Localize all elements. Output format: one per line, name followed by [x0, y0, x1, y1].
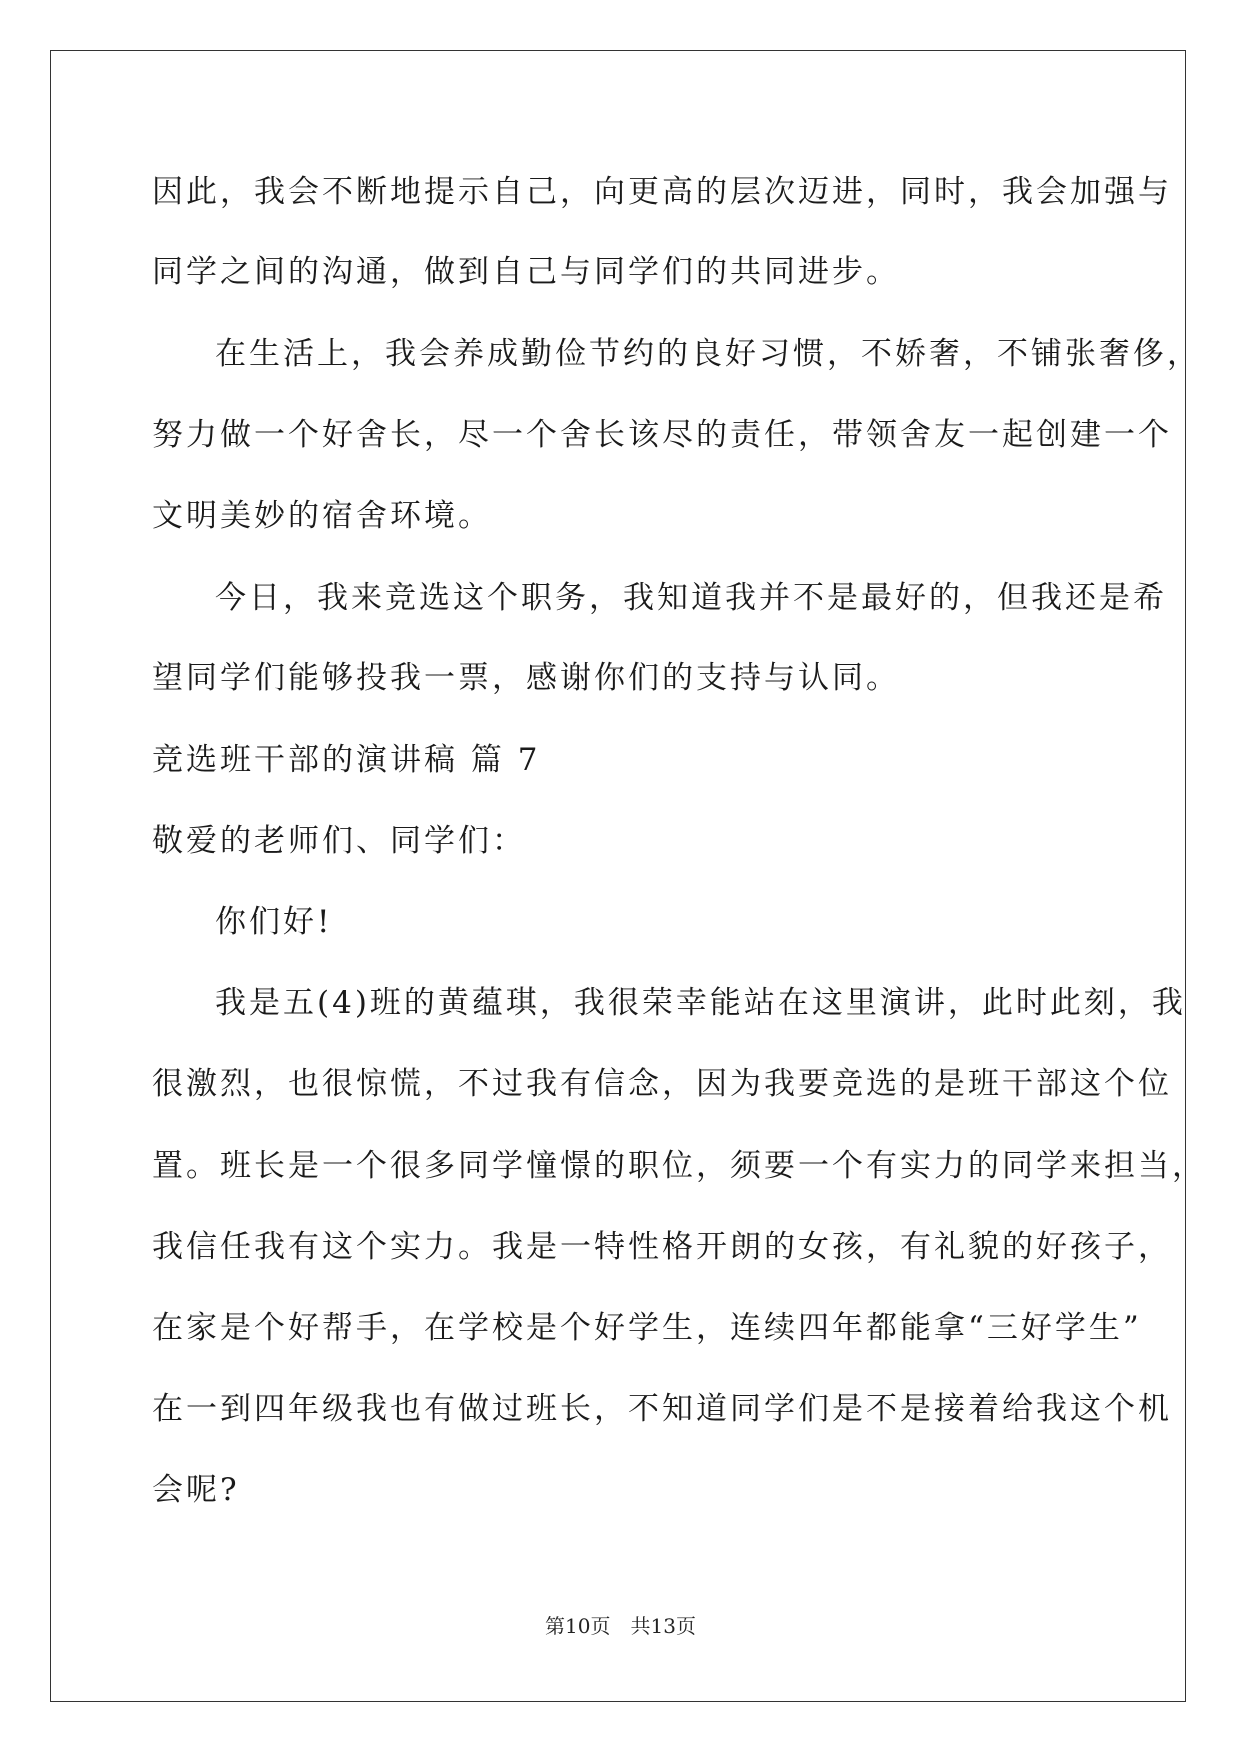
salutation: 敬爱的老师们、同学们： — [152, 823, 526, 859]
paragraph-line: 今日，我来竞选这个职务，我知道我并不是最好的，但我还是希 — [215, 580, 1167, 616]
paragraph-line: 我是五(4)班的黄蕴琪，我很荣幸能站在这里演讲，此时此刻，我 — [215, 985, 1186, 1021]
paragraph-line: 因此，我会不断地提示自己，向更高的层次迈进，同时，我会加强与 — [152, 174, 1172, 210]
paragraph-line: 在一到四年级我也有做过班长，不知道同学们是不是接着给我这个机 — [152, 1391, 1172, 1427]
page-border — [50, 50, 1186, 1702]
page-number-footer: 第10页 共13页 — [545, 1614, 696, 1638]
paragraph-line: 努力做一个好舍长，尽一个舍长该尽的责任，带领舍友一起创建一个 — [152, 417, 1172, 453]
greeting: 你们好! — [215, 904, 333, 940]
paragraph-line: 置。班长是一个很多同学憧憬的职位，须要一个有实力的同学来担当， — [152, 1148, 1206, 1184]
paragraph-line: 很激烈，也很惊慌，不过我有信念，因为我要竞选的是班干部这个位 — [152, 1066, 1172, 1102]
section-heading: 竞选班干部的演讲稿 篇 7 — [152, 742, 541, 778]
paragraph-line: 我信任我有这个实力。我是一特性格开朗的女孩，有礼貌的好孩子， — [152, 1229, 1172, 1265]
paragraph-line: 会呢? — [152, 1472, 240, 1508]
paragraph-line: 望同学们能够投我一票，感谢你们的支持与认同。 — [152, 660, 900, 696]
paragraph-line: 同学之间的沟通，做到自己与同学们的共同进步。 — [152, 254, 900, 290]
paragraph-line: 文明美妙的宿舍环境。 — [152, 498, 492, 534]
paragraph-line: 在家是个好帮手，在学校是个好学生，连续四年都能拿“三好学生” — [152, 1310, 1142, 1346]
paragraph-line: 在生活上，我会养成勤俭节约的良好习惯，不娇奢，不铺张奢侈， — [215, 336, 1201, 372]
